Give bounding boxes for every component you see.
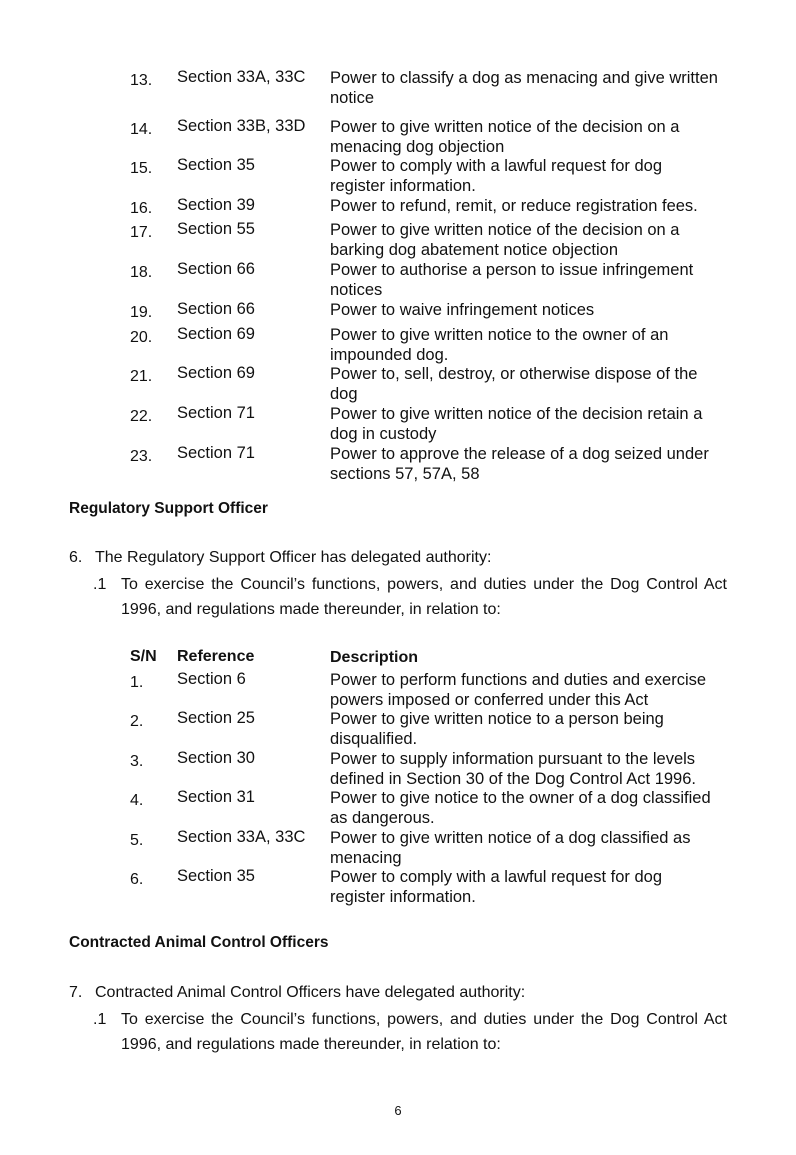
row-number: 16. [130,200,153,217]
row-reference: Section 33A, 33C [177,828,306,846]
row-number: 23. [130,448,153,465]
table-row [130,788,730,828]
delegation-table-continued [130,68,730,484]
row-description [330,404,730,444]
description-line: dog [330,385,358,403]
subparagraph-6-1 [93,572,727,622]
header-description: Description [330,649,419,666]
description-line: menacing [330,849,402,867]
row-reference: Section 69 [177,364,255,382]
heading-regulatory-support-officer: Regulatory Support Officer [69,500,268,517]
paragraph-text: Contracted Animal Control Officers have delegated authority: [95,984,526,1001]
description-line: Power to waive infringement notices [330,301,595,319]
row-description [330,300,730,320]
description-line: Power to refund, remit, or reduce registration fees. [330,197,698,215]
row-number: 13. [130,72,153,89]
row-number: 15. [130,160,153,177]
description-line: Power to give written notice of the decision retain a [330,405,703,423]
table-row [130,220,730,260]
description-line: disqualified. [330,730,418,748]
description-line: as dangerous. [330,809,435,827]
row-number: 20. [130,329,153,346]
description-line: powers imposed or conferred under this Act [330,691,649,709]
row-description [330,68,730,108]
table-row [130,117,730,156]
row-reference: Section 66 [177,260,255,278]
row-reference: Section 33A, 33C [177,68,306,86]
description-line: notices [330,281,383,299]
row-number: 4. [130,792,144,809]
table-row [130,404,730,444]
description-line: Power to, sell, destroy, or otherwise dispose of the [330,365,698,383]
description-line: sections 57, 57A, 58 [330,465,480,483]
row-number: 18. [130,264,153,281]
row-description [330,788,730,828]
row-description [330,444,730,484]
description-line: register information. [330,177,476,195]
row-number: 2. [130,713,144,730]
row-description [330,828,730,868]
row-reference: Section 66 [177,300,255,318]
description-line: Power to give written notice of a dog classified as [330,829,691,847]
row-description [330,117,730,157]
row-reference: Section 6 [177,670,246,688]
description-line: Power to supply information pursuant to the levels [330,750,696,768]
description-line: Power to give written notice to a person being [330,710,664,728]
row-description [330,670,730,710]
description-line: impounded dog. [330,346,449,364]
description-line: defined in Section 30 of the Dog Control Act 1996. [330,770,696,788]
table-row [130,867,730,907]
table-row [130,749,730,788]
row-reference: Section 71 [177,444,255,462]
row-reference: Section 71 [177,404,255,422]
subparagraph-text: To exercise the Council’s functions, powers, and duties under the Dog Control Act 1996, and regulations made thereunder, in relation to: [121,576,727,618]
row-number: 17. [130,224,153,241]
description-line: Power to classify a dog as menacing and give written [330,69,718,87]
delegation-table-regulatory [130,648,730,907]
row-number: 5. [130,832,144,849]
row-description [330,709,730,749]
description-line: Power to approve the release of a dog seized under [330,445,709,463]
table-header-row [130,648,730,670]
table-row [130,444,730,484]
description-line: dog in custody [330,425,437,443]
subparagraph-7-1 [93,1007,727,1057]
header-reference: Reference [177,648,255,665]
paragraph-number: 7. [69,984,83,1001]
description-line: Power to comply with a lawful request for dog [330,868,662,886]
row-reference: Section 25 [177,709,255,727]
row-description [330,220,730,260]
header-sn: S/N [130,648,157,665]
row-number: 19. [130,304,153,321]
row-number: 6. [130,871,144,888]
row-reference: Section 31 [177,788,255,806]
row-description [330,867,730,907]
description-line: barking dog abatement notice objection [330,241,619,259]
table-row [130,709,730,749]
paragraph-number: 6. [69,549,83,566]
table-row [130,68,730,117]
description-line: menacing dog objection [330,138,505,156]
subparagraph-number: .1 [93,1011,107,1028]
subparagraph-number: .1 [93,576,107,593]
subparagraph-text: To exercise the Council’s functions, powers, and duties under the Dog Control Act 1996, and regulations made thereunder, in relation to: [121,1011,727,1053]
description-line: Power to authorise a person to issue infringement [330,261,694,279]
table-row [130,196,730,220]
description-line: notice [330,89,375,107]
description-line: Power to give written notice to the owner of an [330,326,669,344]
row-description [330,196,730,216]
page-number: 6 [394,1103,402,1118]
paragraph-text: The Regulatory Support Officer has delegated authority: [95,549,492,566]
table-row [130,260,730,300]
row-description [330,364,730,404]
row-reference: Section 55 [177,220,255,238]
row-description [330,260,730,300]
row-number: 22. [130,408,153,425]
description-line: Power to give written notice of the decision on a [330,221,680,239]
heading-contracted-animal-control-officers: Contracted Animal Control Officers [69,934,329,951]
description-line: Power to comply with a lawful request for dog [330,157,662,175]
description-line: register information. [330,888,476,906]
row-description [330,749,730,789]
description-line: Power to perform functions and duties and exercise [330,671,707,689]
row-reference: Section 35 [177,156,255,174]
table-body [130,670,730,907]
row-description [330,156,730,196]
table-row [130,670,730,709]
row-description [330,325,730,365]
row-reference: Section 69 [177,325,255,343]
table-row [130,364,730,404]
table-row [130,828,730,867]
row-reference: Section 35 [177,867,255,885]
row-number: 3. [130,753,144,770]
row-reference: Section 33B, 33D [177,117,306,135]
table-row [130,156,730,196]
table-row [130,325,730,364]
table-row [130,300,730,325]
row-number: 1. [130,674,144,691]
row-reference: Section 30 [177,749,255,767]
row-number: 21. [130,368,153,385]
row-reference: Section 39 [177,196,255,214]
row-number: 14. [130,121,153,138]
description-line: Power to give notice to the owner of a dog classified [330,789,711,807]
description-line: Power to give written notice of the decision on a [330,118,680,136]
